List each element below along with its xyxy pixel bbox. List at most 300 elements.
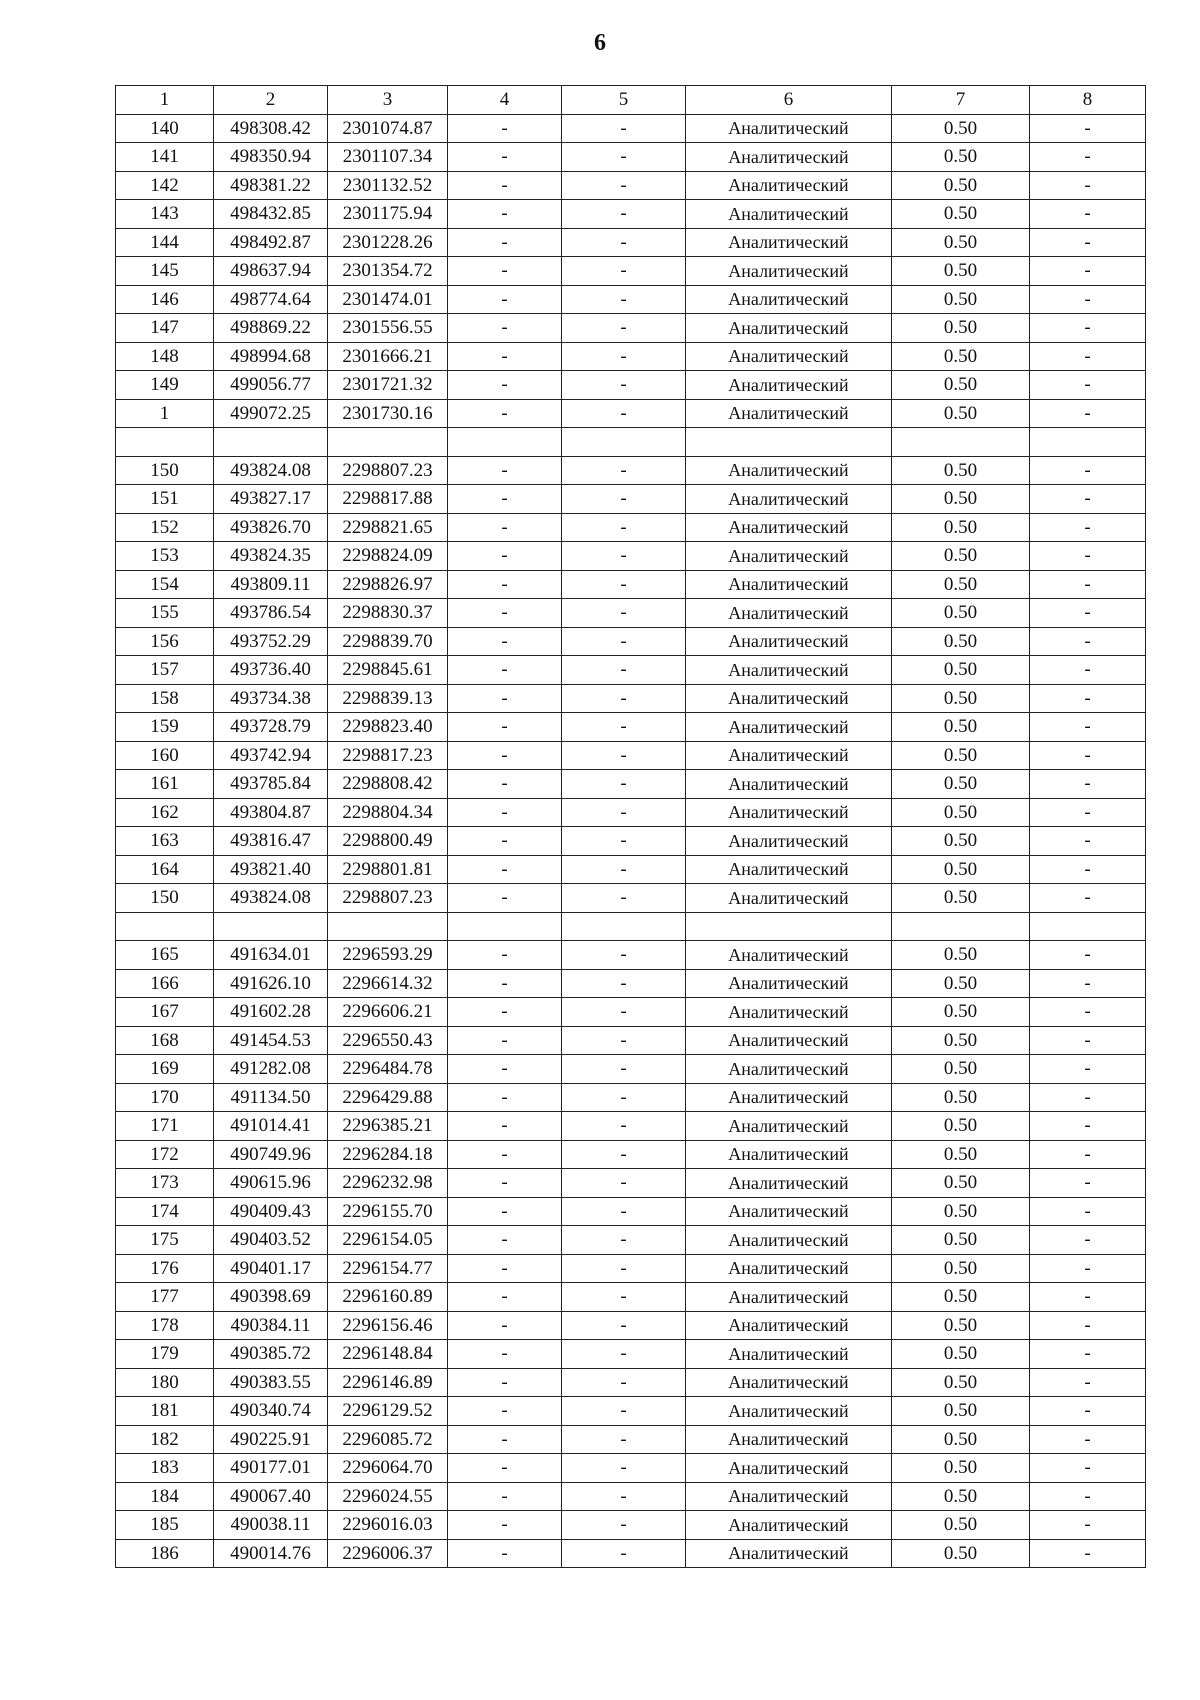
cell-col8-value: -	[1030, 1340, 1146, 1369]
cell-accuracy: 0.50	[892, 941, 1030, 970]
column-header-5: 5	[562, 86, 686, 115]
cell-method: Аналитический	[686, 855, 892, 884]
coordinates-table	[115, 85, 1146, 1568]
cell-accuracy: 0.50	[892, 1454, 1030, 1483]
cell-accuracy: 0.50	[892, 1055, 1030, 1084]
cell-col4-value: -	[448, 1197, 562, 1226]
cell-col4-value: -	[448, 713, 562, 742]
cell-col5-value: -	[562, 656, 686, 685]
cell-accuracy: 0.50	[892, 656, 1030, 685]
cell-point-number: 185	[116, 1511, 214, 1540]
cell-y-coordinate: 2298823.40	[328, 713, 448, 742]
cell-col5-value	[562, 912, 686, 941]
column-header-7: 7	[892, 86, 1030, 115]
cell-col4-value: -	[448, 941, 562, 970]
table-row	[116, 713, 1146, 742]
cell-col5-value: -	[562, 114, 686, 143]
cell-accuracy: 0.50	[892, 1112, 1030, 1141]
cell-x-coordinate: 498869.22	[214, 314, 328, 343]
cell-col8-value: -	[1030, 656, 1146, 685]
cell-x-coordinate: 493752.29	[214, 627, 328, 656]
cell-col5-value: -	[562, 228, 686, 257]
table-row	[116, 1055, 1146, 1084]
cell-col8-value: -	[1030, 1283, 1146, 1312]
cell-y-coordinate: 2296385.21	[328, 1112, 448, 1141]
cell-method: Аналитический	[686, 798, 892, 827]
cell-accuracy: 0.50	[892, 627, 1030, 656]
cell-col8-value: -	[1030, 969, 1146, 998]
cell-point-number: 176	[116, 1254, 214, 1283]
cell-method: Аналитический	[686, 627, 892, 656]
cell-x-coordinate: 493736.40	[214, 656, 328, 685]
cell-col5-value: -	[562, 1397, 686, 1426]
cell-col5-value: -	[562, 827, 686, 856]
table-row	[116, 998, 1146, 1027]
cell-col4-value: -	[448, 1140, 562, 1169]
cell-col8-value: -	[1030, 855, 1146, 884]
cell-col5-value: -	[562, 1482, 686, 1511]
cell-col8-value: -	[1030, 399, 1146, 428]
cell-col4-value: -	[448, 342, 562, 371]
cell-col4-value: -	[448, 1482, 562, 1511]
cell-col8-value: -	[1030, 228, 1146, 257]
cell-accuracy: 0.50	[892, 1482, 1030, 1511]
cell-method: Аналитический	[686, 1026, 892, 1055]
cell-col4-value: -	[448, 741, 562, 770]
table-row	[116, 513, 1146, 542]
cell-col5-value: -	[562, 1539, 686, 1568]
cell-col8-value: -	[1030, 1169, 1146, 1198]
cell-y-coordinate: 2296593.29	[328, 941, 448, 970]
cell-col8-value: -	[1030, 741, 1146, 770]
cell-point-number: 171	[116, 1112, 214, 1141]
cell-col8-value: -	[1030, 570, 1146, 599]
cell-col8-value	[1030, 912, 1146, 941]
cell-accuracy: 0.50	[892, 314, 1030, 343]
table-row	[116, 741, 1146, 770]
page-number: 6	[594, 30, 606, 56]
cell-point-number: 184	[116, 1482, 214, 1511]
cell-x-coordinate: 490401.17	[214, 1254, 328, 1283]
cell-col8-value: -	[1030, 171, 1146, 200]
cell-method: Аналитический	[686, 1254, 892, 1283]
cell-x-coordinate: 490615.96	[214, 1169, 328, 1198]
cell-point-number: 156	[116, 627, 214, 656]
cell-col4-value: -	[448, 570, 562, 599]
table-row	[116, 1026, 1146, 1055]
cell-point-number: 151	[116, 485, 214, 514]
table-row	[116, 314, 1146, 343]
cell-col4-value: -	[448, 1311, 562, 1340]
cell-col5-value: -	[562, 399, 686, 428]
cell-accuracy: 0.50	[892, 599, 1030, 628]
cell-col8-value: -	[1030, 1511, 1146, 1540]
cell-method: Аналитический	[686, 314, 892, 343]
cell-y-coordinate: 2298839.70	[328, 627, 448, 656]
cell-point-number: 154	[116, 570, 214, 599]
table-row	[116, 1397, 1146, 1426]
cell-col5-value: -	[562, 542, 686, 571]
table-header-row	[116, 86, 1146, 115]
cell-point-number: 150	[116, 456, 214, 485]
cell-col8-value: -	[1030, 1482, 1146, 1511]
cell-accuracy: 0.50	[892, 770, 1030, 799]
cell-y-coordinate: 2296148.84	[328, 1340, 448, 1369]
table-row	[116, 1283, 1146, 1312]
table-row	[116, 770, 1146, 799]
cell-y-coordinate: 2296284.18	[328, 1140, 448, 1169]
cell-col5-value: -	[562, 1140, 686, 1169]
cell-x-coordinate: 498350.94	[214, 143, 328, 172]
cell-y-coordinate: 2298807.23	[328, 884, 448, 913]
cell-point-number: 180	[116, 1368, 214, 1397]
cell-x-coordinate: 498432.85	[214, 200, 328, 229]
cell-accuracy: 0.50	[892, 1226, 1030, 1255]
cell-col5-value: -	[562, 998, 686, 1027]
cell-col5-value: -	[562, 855, 686, 884]
cell-col4-value: -	[448, 513, 562, 542]
cell-x-coordinate: 493786.54	[214, 599, 328, 628]
cell-col4-value: -	[448, 542, 562, 571]
cell-method: Аналитический	[686, 200, 892, 229]
cell-col5-value: -	[562, 314, 686, 343]
cell-method	[686, 428, 892, 457]
table-row	[116, 1454, 1146, 1483]
cell-col4-value: -	[448, 314, 562, 343]
cell-method: Аналитический	[686, 285, 892, 314]
cell-x-coordinate: 490340.74	[214, 1397, 328, 1426]
cell-y-coordinate: 2301666.21	[328, 342, 448, 371]
table-row	[116, 1169, 1146, 1198]
cell-col5-value: -	[562, 485, 686, 514]
cell-point-number: 179	[116, 1340, 214, 1369]
cell-method: Аналитический	[686, 257, 892, 286]
cell-method: Аналитический	[686, 599, 892, 628]
cell-method: Аналитический	[686, 456, 892, 485]
cell-col4-value	[448, 912, 562, 941]
cell-col8-value: -	[1030, 998, 1146, 1027]
cell-x-coordinate: 490409.43	[214, 1197, 328, 1226]
cell-col5-value: -	[562, 200, 686, 229]
table-row	[116, 114, 1146, 143]
column-header-8: 8	[1030, 86, 1146, 115]
table-row	[116, 627, 1146, 656]
cell-col8-value: -	[1030, 1112, 1146, 1141]
cell-x-coordinate	[214, 428, 328, 457]
cell-col8-value: -	[1030, 285, 1146, 314]
cell-accuracy: 0.50	[892, 713, 1030, 742]
cell-col4-value: -	[448, 1226, 562, 1255]
cell-x-coordinate: 491454.53	[214, 1026, 328, 1055]
cell-col8-value	[1030, 428, 1146, 457]
cell-y-coordinate: 2296614.32	[328, 969, 448, 998]
cell-col8-value: -	[1030, 1311, 1146, 1340]
cell-method: Аналитический	[686, 998, 892, 1027]
cell-point-number: 142	[116, 171, 214, 200]
cell-col5-value: -	[562, 1169, 686, 1198]
cell-y-coordinate: 2296160.89	[328, 1283, 448, 1312]
table-row	[116, 285, 1146, 314]
cell-method: Аналитический	[686, 969, 892, 998]
cell-y-coordinate: 2301721.32	[328, 371, 448, 400]
cell-col4-value: -	[448, 1083, 562, 1112]
cell-method: Аналитический	[686, 656, 892, 685]
cell-y-coordinate: 2296006.37	[328, 1539, 448, 1568]
cell-y-coordinate: 2296024.55	[328, 1482, 448, 1511]
cell-x-coordinate: 490384.11	[214, 1311, 328, 1340]
cell-col8-value: -	[1030, 200, 1146, 229]
cell-x-coordinate: 493809.11	[214, 570, 328, 599]
cell-point-number: 172	[116, 1140, 214, 1169]
cell-point-number: 165	[116, 941, 214, 970]
table-row-separator	[116, 428, 1146, 457]
cell-x-coordinate: 499056.77	[214, 371, 328, 400]
cell-col8-value: -	[1030, 1368, 1146, 1397]
cell-col8-value: -	[1030, 1226, 1146, 1255]
cell-col4-value: -	[448, 1454, 562, 1483]
cell-method: Аналитический	[686, 1311, 892, 1340]
cell-col8-value: -	[1030, 941, 1146, 970]
column-header-6: 6	[686, 86, 892, 115]
cell-col5-value: -	[562, 627, 686, 656]
cell-x-coordinate: 498492.87	[214, 228, 328, 257]
table-row	[116, 656, 1146, 685]
cell-accuracy: 0.50	[892, 1539, 1030, 1568]
cell-point-number: 159	[116, 713, 214, 742]
cell-y-coordinate: 2296232.98	[328, 1169, 448, 1198]
cell-y-coordinate: 2301730.16	[328, 399, 448, 428]
cell-col5-value: -	[562, 969, 686, 998]
cell-col5-value: -	[562, 285, 686, 314]
table-row	[116, 456, 1146, 485]
cell-accuracy: 0.50	[892, 371, 1030, 400]
cell-col5-value: -	[562, 1197, 686, 1226]
cell-col4-value: -	[448, 1539, 562, 1568]
cell-x-coordinate: 490403.52	[214, 1226, 328, 1255]
cell-accuracy: 0.50	[892, 342, 1030, 371]
cell-point-number: 167	[116, 998, 214, 1027]
table-row	[116, 200, 1146, 229]
cell-accuracy: 0.50	[892, 1169, 1030, 1198]
cell-col8-value: -	[1030, 456, 1146, 485]
table-body	[116, 114, 1146, 1568]
cell-x-coordinate: 493826.70	[214, 513, 328, 542]
cell-point-number: 147	[116, 314, 214, 343]
cell-y-coordinate: 2298817.88	[328, 485, 448, 514]
cell-accuracy: 0.50	[892, 1425, 1030, 1454]
table-row	[116, 1539, 1146, 1568]
cell-method: Аналитический	[686, 1425, 892, 1454]
cell-x-coordinate: 490749.96	[214, 1140, 328, 1169]
cell-x-coordinate: 490014.76	[214, 1539, 328, 1568]
cell-y-coordinate: 2298821.65	[328, 513, 448, 542]
cell-col5-value: -	[562, 1425, 686, 1454]
cell-col8-value: -	[1030, 485, 1146, 514]
cell-method: Аналитический	[686, 342, 892, 371]
cell-y-coordinate: 2296156.46	[328, 1311, 448, 1340]
cell-accuracy	[892, 912, 1030, 941]
cell-col8-value: -	[1030, 684, 1146, 713]
cell-col5-value	[562, 428, 686, 457]
cell-point-number: 141	[116, 143, 214, 172]
cell-col5-value: -	[562, 684, 686, 713]
column-header-2: 2	[214, 86, 328, 115]
cell-col4-value: -	[448, 1169, 562, 1198]
cell-method: Аналитический	[686, 1083, 892, 1112]
cell-y-coordinate: 2301074.87	[328, 114, 448, 143]
cell-col8-value: -	[1030, 1055, 1146, 1084]
cell-col5-value: -	[562, 1340, 686, 1369]
cell-col8-value: -	[1030, 1140, 1146, 1169]
cell-method: Аналитический	[686, 371, 892, 400]
cell-col8-value: -	[1030, 1026, 1146, 1055]
cell-y-coordinate: 2296550.43	[328, 1026, 448, 1055]
cell-point-number: 163	[116, 827, 214, 856]
cell-y-coordinate: 2296016.03	[328, 1511, 448, 1540]
cell-col4-value: -	[448, 998, 562, 1027]
column-header-4: 4	[448, 86, 562, 115]
cell-col8-value: -	[1030, 542, 1146, 571]
cell-x-coordinate: 498774.64	[214, 285, 328, 314]
cell-method: Аналитический	[686, 1539, 892, 1568]
table-row	[116, 1083, 1146, 1112]
cell-col5-value: -	[562, 1226, 686, 1255]
cell-col4-value: -	[448, 599, 562, 628]
cell-col4-value	[448, 428, 562, 457]
cell-point-number: 157	[116, 656, 214, 685]
cell-col8-value: -	[1030, 114, 1146, 143]
cell-x-coordinate: 490385.72	[214, 1340, 328, 1369]
cell-x-coordinate: 498637.94	[214, 257, 328, 286]
cell-col5-value: -	[562, 513, 686, 542]
cell-col4-value: -	[448, 855, 562, 884]
cell-accuracy: 0.50	[892, 542, 1030, 571]
cell-method: Аналитический	[686, 1340, 892, 1369]
cell-point-number: 164	[116, 855, 214, 884]
cell-col5-value: -	[562, 1511, 686, 1540]
cell-accuracy: 0.50	[892, 1397, 1030, 1426]
cell-point-number: 146	[116, 285, 214, 314]
table-row	[116, 941, 1146, 970]
cell-accuracy: 0.50	[892, 827, 1030, 856]
cell-accuracy: 0.50	[892, 969, 1030, 998]
cell-col5-value: -	[562, 1254, 686, 1283]
table-row	[116, 371, 1146, 400]
cell-accuracy: 0.50	[892, 1140, 1030, 1169]
cell-accuracy	[892, 428, 1030, 457]
cell-accuracy: 0.50	[892, 1026, 1030, 1055]
cell-col4-value: -	[448, 770, 562, 799]
cell-col4-value: -	[448, 1112, 562, 1141]
cell-point-number	[116, 428, 214, 457]
column-header-1: 1	[116, 86, 214, 115]
cell-method: Аналитический	[686, 1283, 892, 1312]
cell-method: Аналитический	[686, 485, 892, 514]
cell-point-number: 143	[116, 200, 214, 229]
cell-col5-value: -	[562, 171, 686, 200]
cell-col4-value: -	[448, 1283, 562, 1312]
cell-y-coordinate: 2298804.34	[328, 798, 448, 827]
table-row	[116, 1340, 1146, 1369]
cell-col8-value: -	[1030, 257, 1146, 286]
table-row	[116, 1511, 1146, 1540]
cell-col5-value: -	[562, 371, 686, 400]
cell-col4-value: -	[448, 171, 562, 200]
cell-x-coordinate: 493742.94	[214, 741, 328, 770]
cell-x-coordinate: 493827.17	[214, 485, 328, 514]
cell-y-coordinate: 2296146.89	[328, 1368, 448, 1397]
cell-col8-value: -	[1030, 1397, 1146, 1426]
cell-x-coordinate: 498381.22	[214, 171, 328, 200]
cell-accuracy: 0.50	[892, 1283, 1030, 1312]
cell-col8-value: -	[1030, 627, 1146, 656]
cell-accuracy: 0.50	[892, 798, 1030, 827]
cell-point-number: 144	[116, 228, 214, 257]
cell-point-number: 161	[116, 770, 214, 799]
cell-x-coordinate: 493816.47	[214, 827, 328, 856]
cell-col4-value: -	[448, 827, 562, 856]
cell-x-coordinate: 491626.10	[214, 969, 328, 998]
cell-col4-value: -	[448, 1425, 562, 1454]
cell-col5-value: -	[562, 798, 686, 827]
table-row	[116, 171, 1146, 200]
cell-method: Аналитический	[686, 1482, 892, 1511]
cell-method: Аналитический	[686, 1055, 892, 1084]
table-row	[116, 143, 1146, 172]
cell-method	[686, 912, 892, 941]
cell-method: Аналитический	[686, 827, 892, 856]
cell-x-coordinate: 493821.40	[214, 855, 328, 884]
table-row	[116, 599, 1146, 628]
cell-point-number	[116, 912, 214, 941]
cell-x-coordinate: 491634.01	[214, 941, 328, 970]
cell-col4-value: -	[448, 1055, 562, 1084]
cell-method: Аналитический	[686, 770, 892, 799]
cell-col5-value: -	[562, 1454, 686, 1483]
cell-col4-value: -	[448, 1340, 562, 1369]
table-row-separator	[116, 912, 1146, 941]
table-row	[116, 827, 1146, 856]
cell-accuracy: 0.50	[892, 1197, 1030, 1226]
cell-method: Аналитический	[686, 1197, 892, 1226]
cell-accuracy: 0.50	[892, 998, 1030, 1027]
cell-x-coordinate: 490398.69	[214, 1283, 328, 1312]
cell-x-coordinate: 491602.28	[214, 998, 328, 1027]
cell-y-coordinate: 2296154.05	[328, 1226, 448, 1255]
cell-col4-value: -	[448, 1026, 562, 1055]
cell-col8-value: -	[1030, 513, 1146, 542]
cell-accuracy: 0.50	[892, 228, 1030, 257]
cell-col5-value: -	[562, 456, 686, 485]
cell-col5-value: -	[562, 884, 686, 913]
cell-point-number: 186	[116, 1539, 214, 1568]
cell-col8-value: -	[1030, 599, 1146, 628]
cell-point-number: 158	[116, 684, 214, 713]
table-row	[116, 1112, 1146, 1141]
cell-x-coordinate: 499072.25	[214, 399, 328, 428]
cell-col4-value: -	[448, 627, 562, 656]
cell-method: Аналитический	[686, 143, 892, 172]
table-row	[116, 684, 1146, 713]
cell-method: Аналитический	[686, 713, 892, 742]
cell-method: Аналитический	[686, 941, 892, 970]
cell-point-number: 153	[116, 542, 214, 571]
cell-x-coordinate: 491282.08	[214, 1055, 328, 1084]
cell-x-coordinate: 491014.41	[214, 1112, 328, 1141]
cell-point-number: 162	[116, 798, 214, 827]
cell-col4-value: -	[448, 485, 562, 514]
cell-accuracy: 0.50	[892, 570, 1030, 599]
